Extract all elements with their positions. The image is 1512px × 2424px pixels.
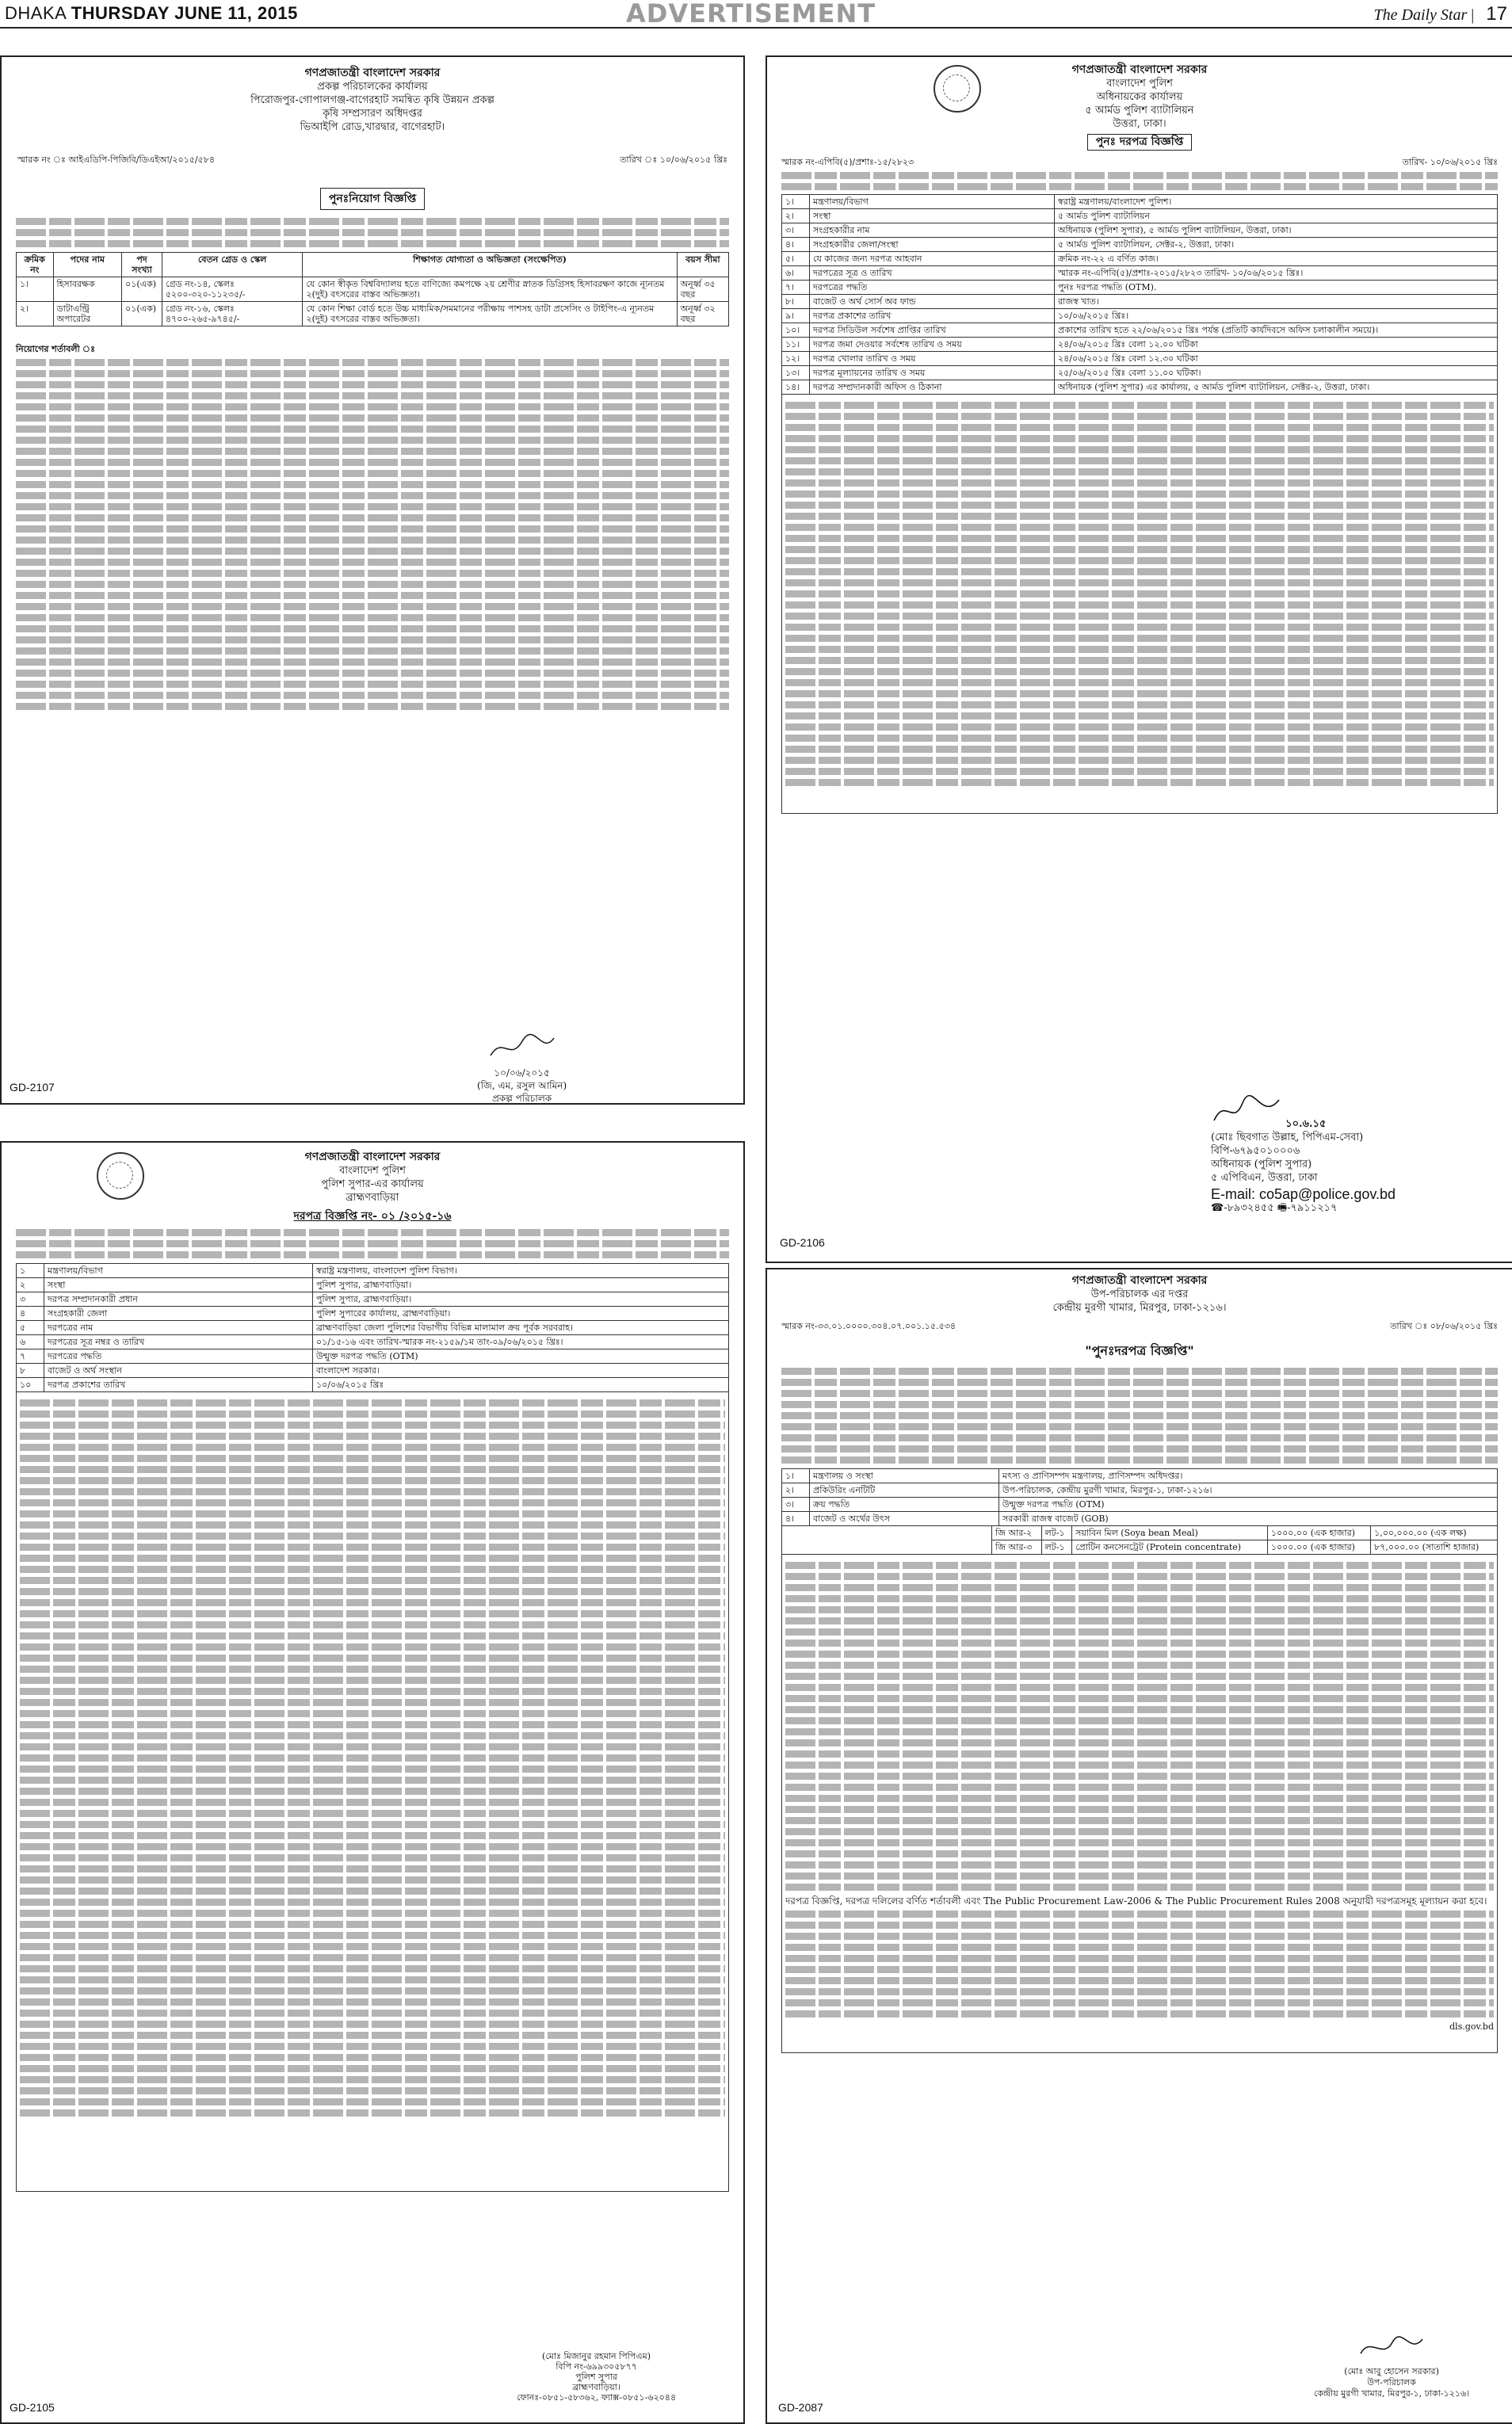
memo: স্মারক নং-এপিবি(৫)/প্রশাঃ-১৫/২৮২৩ <box>781 157 914 167</box>
ad-title: পুনঃনিয়োগ বিজ্ঞপ্তি <box>320 188 425 210</box>
ad-title: "পুনঃদরপত্র বিজ্ঞপ্তি" <box>1085 1343 1194 1358</box>
tender-table <box>16 1263 729 1392</box>
table-row: ৬। দরপত্রের সূত্র ও তারিখ স্মারক নং-এপিবি(৫)/প্রশাঃ-২০১৫/২৮২৩ তারিখ- ১০/০৬/২০১৫ খ্রিঃ। <box>782 266 1498 281</box>
table-row: ১৩। দরপত্র মূল্যায়নের তারিখ ও সময় ২৫/০৬/২০১৫ খ্রিঃ বেলা ১১.০০ ঘটিকা। <box>782 366 1498 380</box>
signature-block: ১০.৬.১৫ (মোঃ ছিবগাত উল্লাহ, পিপিএম-সেবা) বিপি-৬৭৯৫০১০০০৬ অধিনায়ক (পুলিশ সুপার) ৫ এপিবিএন, উত্তরা, ঢাকা E-mail: co5ap@police.gov.bd ☎-৮৯৩২৪৫৫ 🖷-৭৯১১২১৭ <box>1211 1095 1396 1215</box>
tender-table <box>781 194 1498 395</box>
signature-block: (মোঃ আবু হোসেন সরকার) উপ-পরিচালক কেন্দ্রীয় মুরগী খামার, মিরপুর-১, ঢাকা-১২১৬। <box>1314 2331 1469 2399</box>
tender-table <box>781 1468 1498 1526</box>
table-row: ১ মন্ত্রণালয়/বিভাগ স্বরাষ্ট্র মন্ত্রণালয়, বাংলাদেশ পুলিশ বিভাগ। <box>17 1264 729 1278</box>
table-row: ১৪। দরপত্র সম্প্রদানকারী অফিস ও ঠিকানা অধিনায়ক (পুলিশ সুপার) এর কার্যালয়, ৫ আর্মড পুলিশ ব্যাটালিয়ন, সেক্টর-২, উত্তরা, ঢাকা। <box>782 380 1498 395</box>
section-title: ADVERTISEMENT <box>626 0 876 29</box>
table-row: ১১। দরপত্র জমা দেওয়ার সর্বশেষ তারিখ ও সময় ২৪/০৬/২০১৫ খ্রিঃ বেলা ১২.০০ ঘটিকা <box>782 338 1498 352</box>
signature-block: (মোঃ মিজানুর রহমান পিপিএম) বিপি নং-৬৯৯৩০৫৮৭৭ পুলিশ সুপার ব্রাহ্মণবাড়িয়া। ফোনঃ-০৮৫১-৫৮৩৬২, ফ্যাক্স-০৮৫১-৬২০৪৪ <box>517 2351 677 2403</box>
email: E-mail: co5ap@police.gov.bd <box>1211 1186 1396 1202</box>
table-row: ৭ দরপত্রের পদ্ধতি উন্মুক্ত দরপত্র পদ্ধতি (OTM) <box>17 1349 729 1364</box>
table-row: ৯। দরপত্র প্রকাশের তারিখ ১০/০৬/২০১৫ খ্রিঃ। <box>782 309 1498 323</box>
table-row: ১০। দরপত্র সিডিউল সর্বশেষ প্রাপ্তির তারিখ প্রকাশের তারিখ হতে ২২/০৬/২০১৫ খ্রিঃ পর্যন্ত (প্রতিটি কার্যদিবসে অফিস চলাকালীন সময়ে)। <box>782 323 1498 338</box>
table-row: ৮ বাজেট ও অর্থ সংস্থান বাংলাদেশ সরকার। <box>17 1364 729 1378</box>
ad-poultry-retender: গণপ্রজাতন্ত্রী বাংলাদেশ সরকার উপ-পরিচালক এর দপ্তর কেন্দ্রীয় মুরগী খামার, মিরপুর, ঢাকা-১২১৬। স্মারক নং-৩৩.০১.০০০০.৩০৪.০৭.০০১.১৫.৫৩৪ তারিখ ঃ ০৮/০৬/২০১৫ খ্রিঃ "পুনঃদরপত্র বিজ্ঞপ্তি" ১। মন্ত্রণালয় ও সংস্থা মৎস্য ও প্রাণিসম্পদ মন্ত্রণালয়, প্রাণিসম্পদ অধিদপ্তর। ২। প্রকিউরিং এনটিটি উপ-পরিচালক, কেন্দ্রীয় মুরগী খামার, মিরপুর-১, ঢাকা-১২১৬। ৩। ক্রয় পদ্ধতি উন্মুক্ত দরপত্র পদ্ধতি (OTM) ৪। বাজেট ও অর্থের উৎস সরকারী রাজস্ব বাজেট (GOB) জি আর-২ লট-১ সয়াবিন মিল (Soya bean Meal) ১০০০.০০ (এক হাজার) ১,০০,০০০.০০ (এক লক্ষ) জি আর-৩ লট-১ প্রোটিন কনসেনট্রেট (Protein concentrate) ১০০০.০০ (এক হাজার) ৮৭,০০০.০০ (সাতাশি হাজার) দরপত্র বিজ্ঞপ্তি, দরপত্র দলিলের বর্ণিত শর্তাবলী এবং The Public Procurement Law-2006 & The Public Procurement Rules 2008 অনুযায়ী দরপত্রসমূহ মূল্যায়ন করা হবে। dls.gov.bd (মোঃ আবু হোসেন সরকার) উপ-পরিচালক কেন্দ্রীয় মুরগী খামার, মিরপুর-১, ঢাকা-১২১৬। GD-2087 <box>766 1268 1512 2424</box>
table-row: ৫ দরপত্রের নাম ব্রাহ্মণবাড়িয়া জেলা পুলিশের বিভাগীয় বিভিন্ন মালামাল ক্রয় পূর্বক সরবরাহ। <box>17 1321 729 1335</box>
emblem-icon <box>97 1152 144 1200</box>
table-row: ৪। বাজেট ও অর্থের উৎস সরকারী রাজস্ব বাজেট (GOB) <box>782 1512 1498 1526</box>
ad-recruitment: গণপ্রজাতন্ত্রী বাংলাদেশ সরকার প্রকল্প পরিচালকের কার্যালয় পিরোজপুর-গোপালগঞ্জ-বাগেরহাট সমন্বিত কৃষি উন্নয়ন প্রকল্প কৃষি সম্প্রসারণ অধিদপ্তর ভিআইপি রোড,খারদ্বার, বাগেরহাট। স্মারক নং ঃ আইএডিপি-পিজিবি/ডিএইআ/২০১৫/৫৮৪ তারিখ ঃ ১০/০৬/২০১৫ খ্রিঃ পুনঃনিয়োগ বিজ্ঞপ্তি ক্রমিক নং পদের নাম পদ সংখ্যা বেতন গ্রেড ও স্কেল শিক্ষাগত যোগ্যতা ও অভিজ্ঞতা (সংক্ষেপিত) বয়স সীমা ১। হিসাবরক্ষক ০১(এক) গ্রেড নং-১৪, স্কেলঃ ৫২০০-৩২০-১১২৩৫/- যে কোন স্বীকৃত বিশ্ববিদ্যালয় হতে বাণিজ্যে কমপক্ষে ২য় শ্রেণীর স্নাতক ডিগ্রিসহ হিসাবরক্ষণ কাজে ন্যূনতম ২(দুই) বৎসরের বাস্তব অভিজ্ঞতা। অনূর্ধ্ব ৩৫ বছর ২। ডাটাএন্ট্রি অপারেটর ০১(এক) গ্রেড নং-১৬, স্কেলঃ ৪৭০০-২৬৫-৯৭৪৫/- যে কোন শিক্ষা বোর্ড হতে উচ্চ মাধ্যমিক/সমমানের পরীক্ষায় পাশসহ ডাটা প্রসেসিং ও টাইপিং-এ ন্যূনতম ২(দুই) বৎসরের বাস্তব অভিজ্ঞতা। অনূর্ধ্ব ৩২ বছর নিয়োগের শর্তাবলী ঃ ১০/০৬/২০১৫ (জি, এম, রসুল আমিন) প্রকল্প পরিচালক GD-2107 <box>0 55 745 1105</box>
table-row: ১। হিসাবরক্ষক ০১(এক) গ্রেড নং-১৪, স্কেলঃ ৫২০০-৩২০-১১২৩৫/- যে কোন স্বীকৃত বিশ্ববিদ্যালয় হতে বাণিজ্যে কমপক্ষে ২য় শ্রেণীর স্নাতক ডিগ্রিসহ হিসাবরক্ষণ কাজে ন্যূনতম ২(দুই) বৎসরের বাস্তব অভিজ্ঞতা। অনূর্ধ্ব ৩৫ বছর <box>17 277 729 302</box>
date: তারিখ ঃ ০৮/০৬/২০১৫ খ্রিঃ <box>1390 1321 1498 1331</box>
paper-name: The Daily Star | 17 <box>1373 3 1507 25</box>
table-row: ৭। দরপত্রের পদ্ধতি পুনঃ দরপত্র পদ্ধতি (OTM). <box>782 281 1498 295</box>
table-row: জি আর-২ লট-১ সয়াবিন মিল (Soya bean Meal) ১০০০.০০ (এক হাজার) ১,০০,০০০.০০ (এক লক্ষ) <box>782 1526 1498 1540</box>
ad-code: GD-2106 <box>780 1236 825 1249</box>
memo: স্মারক নং ঃ আইএডিপি-পিজিবি/ডিএইআ/২০১৫/৫৮৪ <box>17 155 216 165</box>
table-row: ২ সংস্থা পুলিশ সুপার, ব্রাহ্মণবাড়িয়া। <box>17 1278 729 1292</box>
ad-police-tender: গণপ্রজাতন্ত্রী বাংলাদেশ সরকার বাংলাদেশ পুলিশ অধিনায়কের কার্যালয় ৫ আর্মড পুলিশ ব্যাটালিয়ন উত্তরা, ঢাকা। পুনঃ দরপত্র বিজ্ঞপ্তি স্মারক নং-এপিবি(৫)/প্রশাঃ-১৫/২৮২৩ তারিখ- ১০/০৬/২০১৫ খ্রিঃ ১। মন্ত্রণালয়/বিভাগ স্বরাষ্ট্র মন্ত্রণালয়/বাংলাদেশ পুলিশ। ২। সংস্থা ৫ আর্মড পুলিশ ব্যাটালিয়ন ৩। সংগ্রহকারীর নাম অধিনায়ক (পুলিশ সুপার), ৫ আর্মড পুলিশ ব্যাটালিয়ন, উত্তরা, ঢাকা। ৪। সংগ্রহকারীর জেলা/সংস্থা ৫ আর্মড পুলিশ ব্যাটালিয়ন, সেক্টর-২, উত্তরা, ঢাকা। ৫। যে কাজের জন্য দরপত্র আহবান ক্রমিক নং-২২ এ বর্ণিত কাজ। ৬। দরপত্রের সূত্র ও তারিখ স্মারক নং-এপিবি(৫)/প্রশাঃ-২০১৫/২৮২৩ তারিখ- ১০/০৬/২০১৫ খ্রিঃ। ৭। দরপত্রের পদ্ধতি পুনঃ দরপত্র পদ্ধতি (OTM). ৮। বাজেট ও অর্থ সোর্স অব ফান্ড রাজস্ব খাত। ৯। দরপত্র প্রকাশের তারিখ ১০/০৬/২০১৫ খ্রিঃ। ১০। দরপত্র সিডিউল সর্বশেষ প্রাপ্তির তারিখ প্রকাশের তারিখ হতে ২২/০৬/২০১৫ খ্রিঃ পর্যন্ত (প্রতিটি কার্যদিবসে অফিস চলাকালীন সময়ে)। ১১। দরপত্র জমা দেওয়ার সর্বশেষ তারিখ ও সময় ২৪/০৬/২০১৫ খ্রিঃ বেলা ১২.০০ ঘটিকা ১২। দরপত্র খোলার তারিখ ও সময় ২৪/০৬/২০১৫ খ্রিঃ বেলা ১২.৩০ ঘটিকা ১৩। দরপত্র মূল্যায়নের তারিখ ও সময় ২৫/০৬/২০১৫ খ্রিঃ বেলা ১১.০০ ঘটিকা। ১৪। দরপত্র সম্প্রদানকারী অফিস ও ঠিকানা অধিনায়ক (পুলিশ সুপার) এর কার্যালয়, ৫ আর্মড পুলিশ ব্যাটালিয়ন, সেক্টর-২, উত্তরা, ঢাকা। ১০.৬.১৫ (মোঃ ছিবগাত উল্লাহ, পিপিএম-সেবা) বিপি-৬৭৯৫০১০০০৬ অধিনায়ক (পুলিশ সুপার) ৫ এপিবিএন, উত্তরা, ঢাকা E-mail: co5ap@police.gov.bd ☎-৮৯৩২৪৫৫ 🖷-৭৯১১২১৭ GD-2106 <box>766 55 1512 1263</box>
ad-title: দরপত্র বিজ্ঞপ্তি নং- ০১ /২০১৫-১৬ <box>293 1210 452 1223</box>
table-row: ৩। ক্রয় পদ্ধতি উন্মুক্ত দরপত্র পদ্ধতি (OTM) <box>782 1498 1498 1512</box>
ad-title: পুনঃ দরপত্র বিজ্ঞপ্তি <box>1087 134 1193 151</box>
table-row: ১। মন্ত্রণালয়/বিভাগ স্বরাষ্ট্র মন্ত্রণালয়/বাংলাদেশ পুলিশ। <box>782 195 1498 209</box>
ad-code: GD-2107 <box>10 1081 55 1094</box>
table-row: ৬ দরপত্রের সূত্র নম্বর ও তারিখ ০১/১৫-১৬ এবং তারিখ-স্মারক নং-২১৫৯/১ম তাং-০৯/০৬/২০১৫ খ্রিঃ। <box>17 1335 729 1349</box>
table-row: ১০ দরপত্র প্রকাশের তারিখ ১০/০৬/২০১৫ খ্রিঃ <box>17 1378 729 1392</box>
emblem-icon <box>934 65 981 113</box>
table-row: জি আর-৩ লট-১ প্রোটিন কনসেনট্রেট (Protein concentrate) ১০০০.০০ (এক হাজার) ৮৭,০০০.০০ (সাতাশি হাজার) <box>782 1540 1498 1555</box>
table-row: ১২। দরপত্র খোলার তারিখ ও সময় ২৪/০৬/২০১৫ খ্রিঃ বেলা ১২.৩০ ঘটিকা <box>782 352 1498 366</box>
ad-code: GD-2105 <box>10 2401 55 2414</box>
masthead <box>0 0 1512 29</box>
masthead-date: DHAKA THURSDAY JUNE 11, 2015 <box>5 3 298 23</box>
table-row: ৪ সংগ্রহকারী জেলা পুলিশ সুপারের কার্যালয়, ব্রাহ্মণবাড়িয়া। <box>17 1307 729 1321</box>
table-row: ২। সংস্থা ৫ আর্মড পুলিশ ব্যাটালিয়ন <box>782 209 1498 223</box>
table-row: ২। ডাটাএন্ট্রি অপারেটর ০১(এক) গ্রেড নং-১৬, স্কেলঃ ৪৭০০-২৬৫-৯৭৪৫/- যে কোন শিক্ষা বোর্ড হতে উচ্চ মাধ্যমিক/সমমানের পরীক্ষায় পাশসহ ডাটা প্রসেসিং ও টাইপিং-এ ন্যূনতম ২(দুই) বৎসরের বাস্তব অভিজ্ঞতা। অনূর্ধ্ব ৩২ বছর <box>17 302 729 326</box>
job-table: ক্রমিক নং পদের নাম পদ সংখ্যা বেতন গ্রেড ও স্কেল শিক্ষাগত যোগ্যতা ও অভিজ্ঞতা (সংক্ষেপিত) বয়স সীমা ১। হিসাবরক্ষক ০১(এক) গ্রেড নং-১৪, স্কেলঃ ৫২০০-৩২০-১১২৩৫/- যে কোন স্বীকৃত বিশ্ববিদ্যালয় হতে বাণিজ্যে কমপক্ষে ২য় শ্রেণীর স্নাতক ডিগ্রিসহ হিসাবরক্ষণ কাজে ন্যূনতম ২(দুই) বৎসরের বাস্তব অভিজ্ঞতা। অনূর্ধ্ব ৩৫ বছর ২। ডাটাএন্ট্রি অপারেটর ০১(এক) গ্রেড নং-১৬, স্কেলঃ ৪৭০০-২৬৫-৯৭৪৫/- যে কোন শিক্ষা বোর্ড হতে উচ্চ মাধ্যমিক/সমমানের পরীক্ষায় পাশসহ ডাটা প্রসেসিং ও টাইপিং-এ ন্যূনতম ২(দুই) বৎসরের বাস্তব অভিজ্ঞতা। অনূর্ধ্ব ৩২ বছর <box>16 252 729 326</box>
table-row: ৫। যে কাজের জন্য দরপত্র আহবান ক্রমিক নং-২২ এ বর্ণিত কাজ। <box>782 252 1498 266</box>
ad-brahmanbaria-tender: গণপ্রজাতন্ত্রী বাংলাদেশ সরকার বাংলাদেশ পুলিশ পুলিশ সুপার-এর কার্যালয় ব্রাহ্মণবাড়িয়া দরপত্র বিজ্ঞপ্তি নং- ০১ /২০১৫-১৬ ১ মন্ত্রণালয়/বিভাগ স্বরাষ্ট্র মন্ত্রণালয়, বাংলাদেশ পুলিশ বিভাগ। ২ সংস্থা পুলিশ সুপার, ব্রাহ্মণবাড়িয়া। ৩ দরপত্র সম্প্রদানকারী প্রধান পুলিশ সুপার, ব্রাহ্মণবাড়িয়া। ৪ সংগ্রহকারী জেলা পুলিশ সুপারের কার্যালয়, ব্রাহ্মণবাড়িয়া। ৫ দরপত্রের নাম ব্রাহ্মণবাড়িয়া জেলা পুলিশের বিভাগীয় বিভিন্ন মালামাল ক্রয় পূর্বক সরবরাহ। ৬ দরপত্রের সূত্র নম্বর ও তারিখ ০১/১৫-১৬ এবং তারিখ-স্মারক নং-২১৫৯/১ম তাং-০৯/০৬/২০১৫ খ্রিঃ। ৭ দরপত্রের পদ্ধতি উন্মুক্ত দরপত্র পদ্ধতি (OTM) ৮ বাজেট ও অর্থ সংস্থান বাংলাদেশ সরকার। ১০ দরপত্র প্রকাশের তারিখ ১০/০৬/২০১৫ খ্রিঃ (মোঃ মিজানুর রহমান পিপিএম) বিপি নং-৬৯৯৩০৫৮৭৭ পুলিশ সুপার ব্রাহ্মণবাড়িয়া। ফোনঃ-০৮৫১-৫৮৩৬২, ফ্যাক্স-০৮৫১-৬২০৪৪ GD-2105 <box>0 1141 745 2424</box>
date: তারিখ ঃ ১০/০৬/২০১৫ খ্রিঃ <box>620 155 727 165</box>
date: তারিখ- ১০/০৬/২০১৫ খ্রিঃ <box>1402 157 1498 167</box>
phone: ☎-৮৯৩২৪৫৫ 🖷-৭৯১১২১৭ <box>1211 1202 1338 1214</box>
table-row: ৪। সংগ্রহকারীর জেলা/সংস্থা ৫ আর্মড পুলিশ ব্যাটালিয়ন, সেক্টর-২, উত্তরা, ঢাকা। <box>782 238 1498 252</box>
memo: স্মারক নং-৩৩.০১.০০০০.৩০৪.০৭.০০১.১৫.৫৩৪ <box>781 1321 956 1331</box>
table-row: ৮। বাজেট ও অর্থ সোর্স অব ফান্ড রাজস্ব খাত। <box>782 295 1498 309</box>
table-row: ১। মন্ত্রণালয় ও সংস্থা মৎস্য ও প্রাণিসম্পদ মন্ত্রণালয়, প্রাণিসম্পদ অধিদপ্তর। <box>782 1469 1498 1483</box>
conditions-title: নিয়োগের শর্তাবলী ঃ <box>16 344 95 354</box>
procurement-rules: দরপত্র বিজ্ঞপ্তি, দরপত্র দলিলের বর্ণিত শর্তাবলী এবং The Public Procurement Law-2006 & The Public Procurement Rules 2008 অনুযায়ী দরপত্রসমূহ মূল্যায়ন করা হবে। <box>785 1895 1487 1907</box>
ad-code: GD-2087 <box>778 2401 823 2414</box>
signature-block: ১০/০৬/২০১৫ (জি, এম, রসুল আমিন) প্রকল্প পরিচালক <box>477 1032 567 1105</box>
table-row: ৩ দরপত্র সম্প্রদানকারী প্রধান পুলিশ সুপার, ব্রাহ্মণবাড়িয়া। <box>17 1292 729 1307</box>
item-table <box>781 1525 1498 1555</box>
table-row: ৩। সংগ্রহকারীর নাম অধিনায়ক (পুলিশ সুপার), ৫ আর্মড পুলিশ ব্যাটালিয়ন, উত্তরা, ঢাকা। <box>782 223 1498 238</box>
website-link[interactable]: dls.gov.bd <box>1449 2021 1494 2032</box>
table-row: ২। প্রকিউরিং এনটিটি উপ-পরিচালক, কেন্দ্রীয় মুরগী খামার, মিরপুর-১, ঢাকা-১২১৬। <box>782 1483 1498 1498</box>
